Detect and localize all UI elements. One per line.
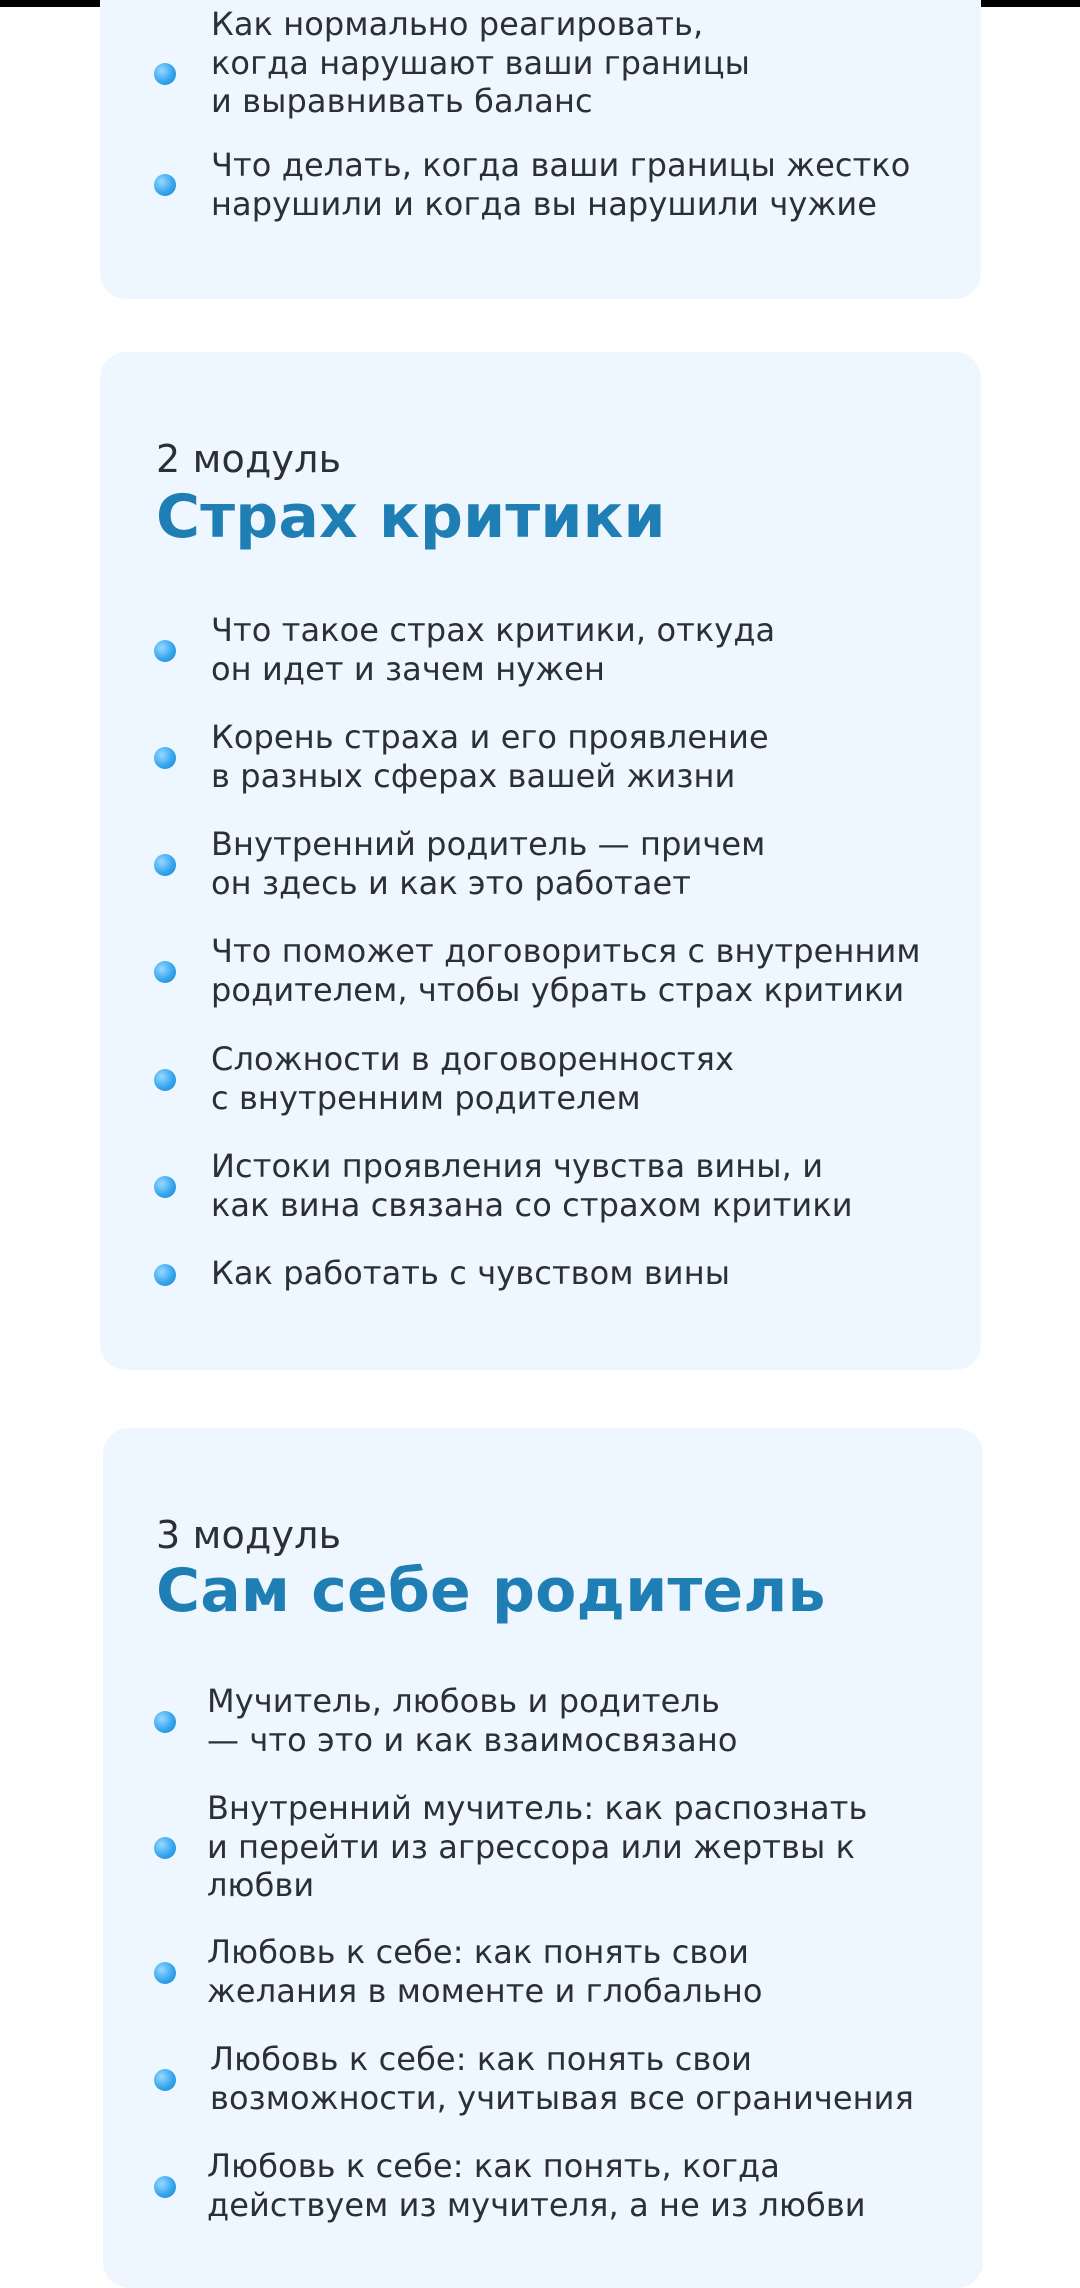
module-subtitle: 3 модуль [156,1513,342,1557]
bullet-text: Любовь к себе: как понять, когда действуем из мучителя, а не из любви [207,2147,866,2224]
module-title: Страх критики [156,482,666,552]
bullet-text: Что поможет договориться с внутренним родителем, чтобы убрать страх критики [211,932,921,1009]
bullet-dot-icon [154,2176,176,2198]
bullet-dot-icon [154,854,176,876]
bullet-dot-icon [154,1264,176,1286]
module-title: Сам себе родитель [156,1556,826,1626]
bullet-text: Внутренний родитель — причем он здесь и как это работает [211,825,766,902]
module-card-1 [100,0,981,299]
bullet-dot-icon [154,961,176,983]
module-subtitle: 2 модуль [156,437,342,481]
bullet-dot-icon [154,1837,176,1859]
bullet-text: Что делать, когда ваши границы жестко нарушили и когда вы нарушили чужие [211,146,911,223]
bullet-dot-icon [154,640,176,662]
bullet-dot-icon [154,1962,176,1984]
bullet-dot-icon [154,63,176,85]
bullet-text: Истоки проявления чувства вины, и как вина связана со страхом критики [211,1147,853,1224]
bullet-dot-icon [154,1069,176,1091]
bullet-text: Любовь к себе: как понять свои возможности, учитывая все ограничения [210,2040,914,2117]
bullet-dot-icon [154,1176,176,1198]
bullet-text: Как нормально реагировать, когда нарушают ваши границы и выравнивать баланс [211,5,750,120]
bullet-dot-icon [154,2069,176,2091]
bullet-dot-icon [154,174,176,196]
bullet-text: Как работать с чувством вины [211,1254,731,1292]
bullet-text: Любовь к себе: как понять свои желания в моменте и глобально [207,1933,763,2010]
bullet-text: Внутренний мучитель: как распознать и перейти из агрессора или жертвы к любви [207,1789,868,1904]
bullet-text: Сложности в договоренностях с внутренним родителем [211,1040,735,1117]
bullet-dot-icon [154,1711,176,1733]
bullet-text: Корень страха и его проявление в разных сферах вашей жизни [211,718,769,795]
bullet-text: Мучитель, любовь и родитель — что это и как взаимосвязано [207,1682,738,1759]
bullet-dot-icon [154,747,176,769]
module-card-2 [100,352,981,1370]
module-card-3 [103,1428,983,2288]
bullet-text: Что такое страх критики, откуда он идет и зачем нужен [211,611,776,688]
